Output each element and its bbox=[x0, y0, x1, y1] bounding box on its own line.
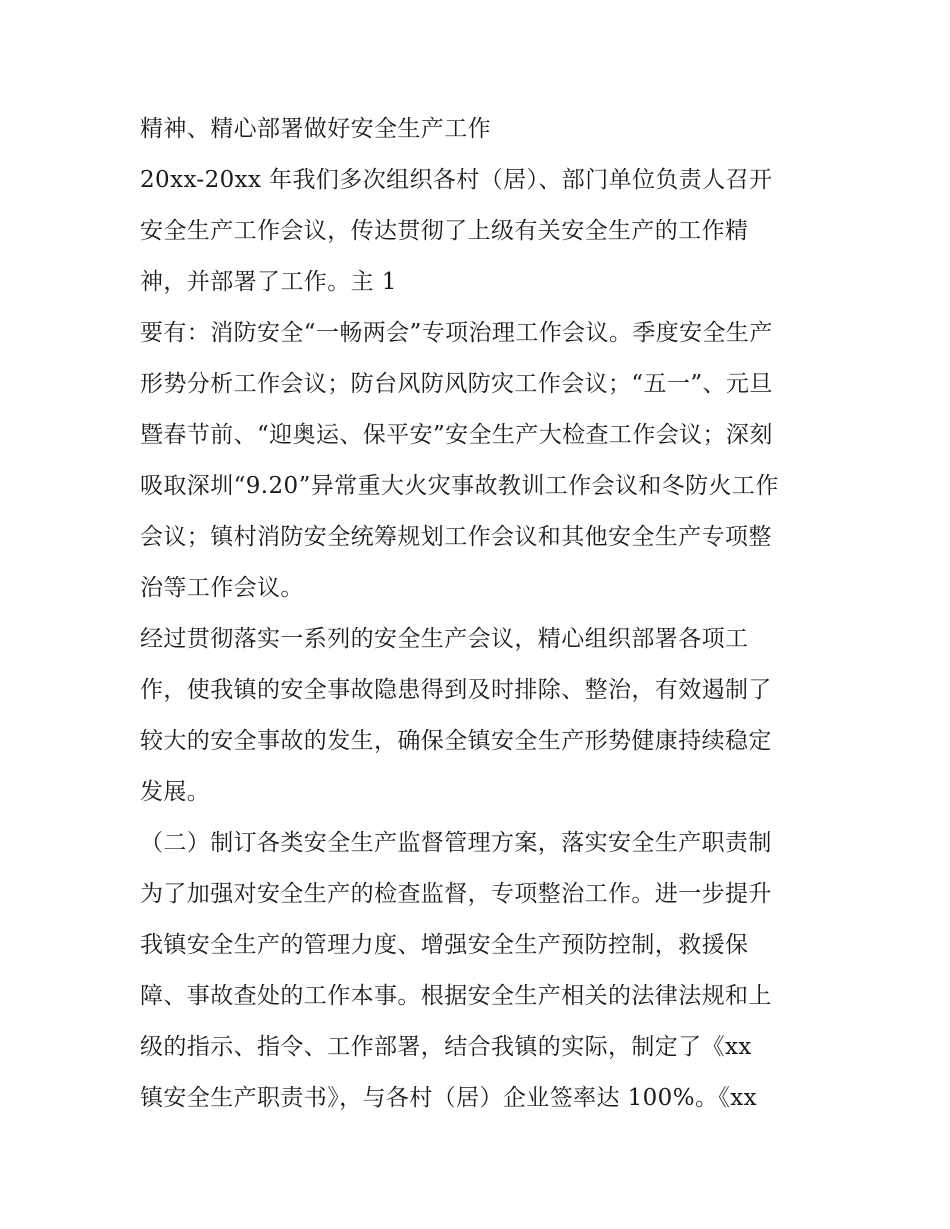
text-line: 为了加强对安全生产的检查监督，专项整治工作。进一步提升 bbox=[140, 881, 772, 907]
text-line: 吸取深圳“9.20”异常重大火灾事故教训工作会议和冬防火工作 bbox=[140, 473, 779, 499]
text-line: 安全生产工作会议，传达贯彻了上级有关安全生产的工作精 bbox=[140, 218, 749, 244]
text-line: 经过贯彻落实一系列的安全生产会议，精心组织部署各项工 bbox=[140, 626, 749, 652]
text-line: 较大的安全事故的发生，确保全镇安全生产形势健康持续稳定 bbox=[140, 728, 772, 754]
section-heading: （二）制订各类安全生产监督管理方案，落实安全生产职责制 bbox=[140, 830, 772, 856]
text-line: 我镇安全生产的管理力度、增强安全生产预防控制，救援保 bbox=[140, 932, 749, 958]
text-line: 级的指示、指令、工作部署，结合我镇的实际，制定了《xx bbox=[140, 1034, 752, 1060]
text-line: 会议；镇村消防安全统筹规划工作会议和其他安全生产专项整 bbox=[140, 524, 772, 550]
text-line: 神，并部署了工作。主 1 bbox=[140, 269, 397, 295]
text-line: 20xx-20xx 年我们多次组织各村（居）、部门单位负责人召开 bbox=[140, 167, 773, 193]
text-line: 镇安全生产职责书》，与各村（居）企业签率达 100%。《xx bbox=[140, 1085, 758, 1111]
text-line: 发展。 bbox=[140, 779, 211, 805]
text-line: 精神、精心部署做好安全生产工作 bbox=[140, 116, 491, 142]
text-line: 要有：消防安全“一畅两会”专项治理工作会议。季度安全生产 bbox=[140, 320, 773, 346]
text-line: 形势分析工作会议；防台风防风防灾工作会议；“五一”、元旦 bbox=[140, 371, 773, 397]
text-line: 暨春节前、“迎奥运、保平安”安全生产大检查工作会议；深刻 bbox=[140, 422, 773, 448]
text-line: 作，使我镇的安全事故隐患得到及时排除、整治，有效遏制了 bbox=[140, 677, 772, 703]
text-line: 治等工作会议。 bbox=[140, 575, 304, 601]
text-line: 障、事故查处的工作本事。根据安全生产相关的法律法规和上 bbox=[140, 983, 772, 1009]
